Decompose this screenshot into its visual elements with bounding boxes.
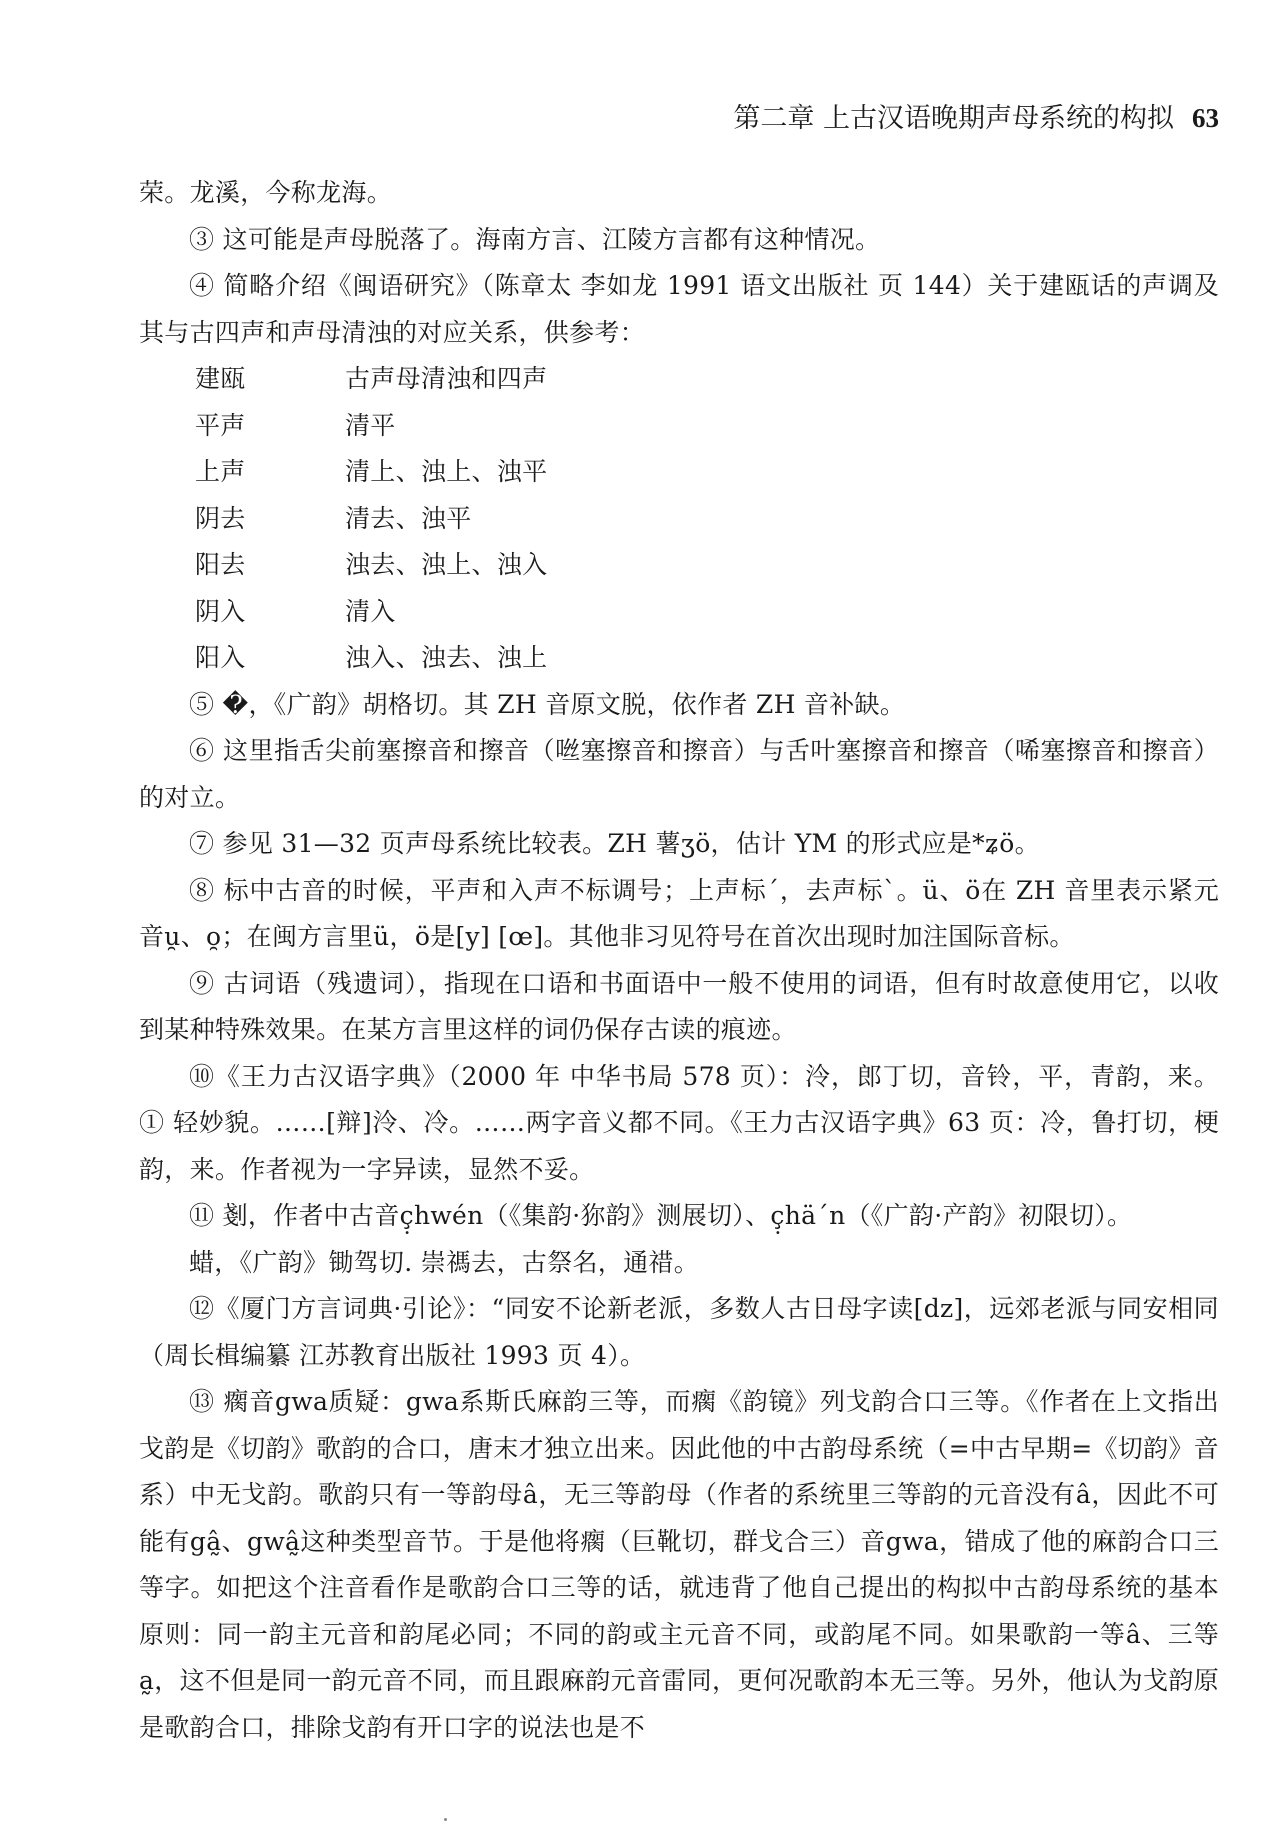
notes-before-table (139, 170, 1219, 356)
tone-origin: 清入 (345, 596, 396, 626)
page-number: 63 (1192, 103, 1219, 133)
tone-name: 阴入 (195, 596, 246, 626)
note-paragraph: ③ 这可能是声母脱落了。海南方言、江陵方言都有这种情况。 (189, 224, 881, 254)
tone-name: 平声 (195, 410, 246, 440)
chapter-title: 第二章 上古汉语晚期声母系统的构拟 (733, 103, 1174, 134)
note-paragraph: ⑤ �，《广韵》胡格切。其 ZH 音原文脱，依作者 ZH 音补缺。 (189, 689, 906, 719)
tone-name: 上声 (195, 457, 246, 486)
tone-name: 建瓯 (195, 364, 246, 393)
page-body (139, 170, 1219, 1751)
tone-origin: 浊去、浊上、浊入 (345, 550, 548, 579)
tone-origin: 古声母清浊和四声 (345, 364, 548, 393)
note-paragraph: ⑩《王力古汉语字典》（2000 年 中华书局 578 页）：泠，郎丁切，音铃，平，青韵，来。① 轻妙貌。……[辩]泠、冷。……两字音义都不同。《王力古汉语字典》63 页：冷，鲁打切，梗韵，来。作者视为一字异读，显然不妥。 (139, 1061, 1219, 1184)
tone-origin: 清平 (345, 410, 396, 440)
running-header (139, 98, 1219, 139)
tone-table-row (139, 589, 1219, 636)
note-paragraph: ⑪ 剗，作者中古音ç̣hwén（《集韵·狝韵》测展切）、ç̣hä´n（《广韵·产韵》初限切）。 (189, 1201, 1133, 1230)
tone-name: 阳入 (195, 643, 246, 672)
note-paragraph: 蜡，《广韵》锄驾切. 崇禡去，古祭名，通䄍。 (189, 1247, 699, 1277)
tone-name: 阳去 (195, 550, 246, 579)
note-paragraph: ⑨ 古词语（残遗词），指现在口语和书面语中一般不使用的词语，但有时故意使用它，以收到某种特殊效果。在某方言里这样的词仍保存古读的痕迹。 (139, 968, 1219, 1044)
jianou-tone-table (139, 356, 1219, 682)
note-paragraph: ④ 简略介绍《闽语研究》（陈章太 李如龙 1991 语文出版社 页 144）关于建瓯话的声调及其与古四声和声母清浊的对应关系，供参考： (139, 271, 1219, 347)
note-paragraph: ⑦ 参见 31—32 页声母系统比较表。ZH 薯ʒö，估计 YM 的形式应是*ʑö。 (189, 829, 1040, 858)
tone-table-row (139, 449, 1219, 496)
tone-name: 阴去 (195, 503, 246, 533)
note-paragraph: 荣。龙溪，今称龙海。 (139, 178, 393, 207)
tone-table-row (139, 542, 1219, 589)
page-speck (444, 1818, 447, 1821)
tone-origin: 清上、浊上、浊平 (345, 457, 548, 486)
notes-after-table (139, 682, 1219, 1752)
note-paragraph: ⑫《厦门方言词典·引论》：“同安不论新老派，多数人古日母字读[dz]，远郊老派与同安相同（周长楫编纂 江苏教育出版社 1993 页 4）。 (139, 1294, 1219, 1370)
tone-table-row (139, 356, 1219, 403)
tone-table-row (139, 635, 1219, 682)
note-paragraph: ⑬ 瘸音gwa质疑：gwa系斯氏麻韵三等，而瘸《韵镜》列戈韵合口三等。《作者在上文指出戈韵是《切韵》歌韵的合口，唐末才独立出来。因此他的中古韵母系统（=中古早期=《切韵》音系）中无戈韵。歌韵只有一等韵母â，无三等韵母（作者的系统里三等韵的元音没有â，因此不可能有gâ̰、gwâ̰这种类型音节。于是他将瘸（巨靴切，群戈合三）音gwa，错成了他的麻韵合口三等字。如把这个注音看作是歌韵合口三等的话，就违背了他自己提出的构拟中古韵母系统的基本原则：同一韵主元音和韵尾必同；不同的韵或主元音不同，或韵尾不同。如果歌韵一等â、三等a̰，这不但是同一韵元音不同，而且跟麻韵元音雷同，更何况歌韵本无三等。另外，他认为戈韵原是歌韵合口，排除戈韵有开口字的说法也是不 (139, 1387, 1219, 1742)
tone-origin: 清去、浊平 (345, 503, 472, 533)
tone-origin: 浊入、浊去、浊上 (345, 643, 548, 672)
note-paragraph: ⑧ 标中古音的时候，平声和入声不标调号；上声标ˊ，去声标ˋ。ü、ö在 ZH 音里表示紧元音u̯、o̯；在闽方言里ü，ö是[y] [œ]。其他非习见符号在首次出现时加注国际音标。 (139, 875, 1219, 951)
tone-table-row (139, 403, 1219, 450)
note-paragraph: ⑥ 这里指舌尖前塞擦音和擦音（咝塞擦音和擦音）与舌叶塞擦音和擦音（唏塞擦音和擦音）的对立。 (139, 736, 1219, 812)
tone-table-row (139, 496, 1219, 543)
